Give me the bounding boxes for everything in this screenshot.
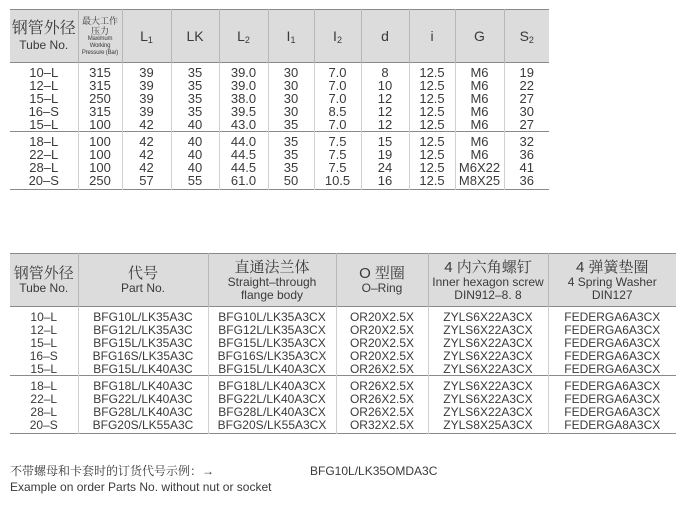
table-cell: 35 [171,105,219,118]
table-cell: 10 [361,79,409,92]
table-cell: 22–L [29,146,59,162]
header2-part-no [78,254,208,307]
table-row [10,336,676,349]
table-cell: BFG10L/LK35A3C [78,307,208,324]
table-cell: 30 [268,105,314,118]
header2-tube-cn: 钢管外径 [13,265,74,282]
table-cell: 32 [504,132,549,149]
table-cell: OR26X2.5X [336,376,428,393]
header2-screw-en2: DIN912–8. 8 [454,287,522,302]
table-cell: 12.5 [409,132,455,149]
part-numbers-header-row [10,254,676,307]
table-cell: 39 [122,105,171,118]
table-row [10,362,676,376]
header2-screw-cn: 4 内六角螺钉 [444,258,532,276]
table-cell: BFG15L/LK35A3CX [208,336,336,349]
table-cell: 27 [504,92,549,105]
table-cell: 12.5 [409,174,455,190]
table-cell: 39.0 [219,79,268,92]
table-row [10,392,676,405]
order-example-note [10,463,271,495]
table-cell: 12.5 [409,161,455,174]
table-cell: 12–L [30,322,58,337]
table-cell: 7.5 [314,161,361,174]
table-cell: 10–L [30,309,58,324]
table-cell: 40 [171,132,219,149]
table-cell: 22 [504,79,549,92]
table-cell: 12.5 [409,63,455,80]
header-d: d [361,10,409,63]
table-cell: 39.0 [219,63,268,80]
table-cell: 44.0 [219,132,268,149]
table-cell: 42 [122,161,171,174]
table-cell: 12–L [29,77,59,93]
table-cell: BFG15L/LK40A3C [78,362,208,376]
table-cell: BFG16S/LK35A3C [78,349,208,362]
table-cell: 15–L [30,361,58,376]
table-cell: 35 [268,148,314,161]
table-cell: 41 [504,161,549,174]
table-cell: 43.0 [219,118,268,132]
part-numbers-table [10,253,676,434]
table-cell: 40 [171,161,219,174]
header-pressure [78,10,122,63]
table-cell: 18–L [30,378,58,393]
header-tube-cn: 钢管外径 [11,20,76,37]
header-l2: $L_2$ [219,10,268,63]
table-cell: 15 [361,132,409,149]
table-cell: BFG12L/LK35A3CX [208,323,336,336]
header-pressure-en: Maximum Working Pressure (Bar) [81,35,119,56]
table-cell: ZYLS8X25A3CX [428,418,548,434]
table-cell: 100 [78,148,122,161]
table-row [10,418,676,434]
table-cell: 36 [504,174,549,190]
table-cell: 35 [171,79,219,92]
table-cell: 39 [122,79,171,92]
table-cell: OR20X2.5X [336,349,428,362]
table-cell: 16 [361,174,409,190]
table-cell: 12 [361,118,409,132]
table-cell: 35 [268,161,314,174]
table-cell: 15–L [29,116,59,132]
table-cell: 7.0 [314,92,361,105]
table-cell: 7.0 [314,79,361,92]
table-cell: ZYLS6X22A3CX [428,323,548,336]
header2-flange-cn: 直通法兰体 [234,258,310,276]
table-cell: 7.0 [314,118,361,132]
table-cell: 55 [171,174,219,190]
table-cell: 12.5 [409,118,455,132]
table-cell: 12.5 [409,92,455,105]
table-cell: M6 [455,118,504,132]
table-cell: 250 [78,174,122,190]
table-cell: 7.5 [314,132,361,149]
table-cell: 30 [504,105,549,118]
table-cell: M6 [455,132,504,149]
dimensions-group-2 [10,132,549,190]
table-row [10,323,676,336]
table-cell: 100 [78,118,122,132]
table-cell: 24 [361,161,409,174]
table-cell: BFG18L/LK40A3C [78,376,208,393]
header2-oring-en: O–Ring [361,281,403,295]
table-cell: FEDERGA6A3CX [548,405,676,418]
table-cell: 20–S [29,417,58,432]
table-cell: 8.5 [314,105,361,118]
table-cell: BFG28L/LK40A3CX [208,405,336,418]
header2-washer-cn: 4 弹簧垫圈 [575,258,649,276]
table-cell: 15–L [29,90,59,106]
table-cell: OR26X2.5X [336,405,428,418]
table-row [10,307,676,324]
table-row [10,118,549,132]
table-cell: 35 [171,63,219,80]
table-cell: FEDERGA8A3CX [548,418,676,434]
table-cell: ZYLS6X22A3CX [428,362,548,376]
table-cell: OR20X2.5X [336,323,428,336]
table-cell: BFG15L/LK35A3C [78,336,208,349]
part-numbers-group-1 [10,307,676,376]
order-example-code: BFG10L/LK35OMDA3C [310,464,438,478]
header2-part-en: Part No. [120,281,165,295]
table-cell: 44.5 [219,161,268,174]
table-cell: 30 [268,92,314,105]
table-cell: BFG16S/LK35A3CX [208,349,336,362]
header-pressure-cn: 最大工作压力 [81,15,118,36]
table-cell: FEDERGA6A3CX [548,392,676,405]
table-cell: 38.0 [219,92,268,105]
table-cell: 22–L [30,391,58,406]
header-i: i [409,10,455,63]
header2-tube-no [10,254,78,307]
header-g: G [455,10,504,63]
header2-washer [548,254,676,307]
table-cell: 18–L [29,133,59,149]
table-cell: ZYLS6X22A3CX [428,392,548,405]
table-cell: BFG15L/LK40A3CX [208,362,336,376]
header-s2: $S_2$ [504,10,549,63]
table-cell: 10.5 [314,174,361,190]
table-cell: BFG12L/LK35A3C [78,323,208,336]
table-row [10,63,549,80]
table-row [10,174,549,190]
table-cell: 44.5 [219,148,268,161]
table-cell: 12 [361,105,409,118]
table-cell: BFG10L/LK35A3CX [208,307,336,324]
table-cell: M6X22 [455,161,504,174]
table-cell: 39 [122,92,171,105]
dimensions-header-row [10,10,549,63]
table-cell: FEDERGA6A3CX [548,307,676,324]
table-cell: FEDERGA6A3CX [548,323,676,336]
table-cell: FEDERGA6A3CX [548,336,676,349]
table-cell: 42 [122,132,171,149]
table-cell: ZYLS6X22A3CX [428,336,548,349]
table-cell: 61.0 [219,174,268,190]
table-cell: BFG18L/LK40A3CX [208,376,336,393]
header-i1: $I_1$ [268,10,314,63]
table-cell: 315 [78,105,122,118]
header2-o-ring [336,254,428,307]
table-cell: ZYLS6X22A3CX [428,349,548,362]
table-cell: 42 [122,118,171,132]
table-cell: 30 [268,63,314,80]
table-cell: 16–S [29,348,58,363]
part-numbers-group-2 [10,376,676,434]
table-cell: 10–L [29,64,59,80]
table-cell: M6 [455,148,504,161]
table-cell: M6 [455,63,504,80]
header-l1: $L_1$ [122,10,171,63]
header-tube-no [10,10,78,63]
header2-flange-en1: Straight–through [227,274,317,289]
table-cell: 27 [504,118,549,132]
order-example-cn: 不带螺母和卡套时的订货代号示例：→ [10,464,215,478]
table-cell: 39.5 [219,105,268,118]
table-cell: M6 [455,79,504,92]
table-cell: 28–L [29,159,59,175]
table-cell: FEDERGA6A3CX [548,376,676,393]
table-cell: 12.5 [409,148,455,161]
table-cell: 36 [504,148,549,161]
table-cell: 35 [171,92,219,105]
table-cell: 35 [268,132,314,149]
table-cell: ZYLS6X22A3CX [428,307,548,324]
table-cell: BFG28L/LK40A3C [78,405,208,418]
table-cell: BFG22L/LK40A3CX [208,392,336,405]
table-cell: 315 [78,79,122,92]
table-cell: 19 [361,148,409,161]
table-cell: 16–S [28,103,59,119]
table-cell: 15–L [30,335,58,350]
table-cell: 12.5 [409,105,455,118]
header2-flange-en2: flange body [240,287,304,302]
table-cell: 100 [78,161,122,174]
table-cell: ZYLS6X22A3CX [428,405,548,418]
table-cell: M8X25 [455,174,504,190]
header2-tube-en: Tube No. [19,281,69,295]
table-cell: 19 [504,63,549,80]
header-i2: $I_2$ [314,10,361,63]
table-cell: 39 [122,63,171,80]
table-cell: 7.5 [314,148,361,161]
table-cell: OR26X2.5X [336,392,428,405]
header-tube-en: Tube No. [19,38,69,52]
table-cell: OR20X2.5X [336,307,428,324]
table-cell: 30 [268,79,314,92]
order-example-en: Example on order Parts No. without nut or socket [10,480,272,494]
header2-part-cn: 代号 [127,265,158,282]
table-cell: 8 [361,63,409,80]
table-cell: M6 [455,92,504,105]
table-cell: OR32X2.5X [336,418,428,434]
table-cell: 20–S [28,172,59,188]
table-row [10,405,676,418]
table-cell: 28–L [30,404,58,419]
header2-screw [428,254,548,307]
table-cell: ZYLS6X22A3CX [428,376,548,393]
table-cell: 42 [122,148,171,161]
table-cell: BFG20S/LK55A3C [78,418,208,434]
table-cell: OR26X2.5X [336,362,428,376]
header2-washer-en2: DIN127 [591,287,633,302]
table-cell: 12 [361,92,409,105]
table-cell: FEDERGA6A3CX [548,362,676,376]
dimensions-group-1 [10,63,549,132]
table-row [10,376,676,393]
table-cell: 12.5 [409,79,455,92]
header2-flange-body [208,254,336,307]
table-cell: M6 [455,105,504,118]
table-cell: FEDERGA6A3CX [548,349,676,362]
table-cell: 100 [78,132,122,149]
table-cell: 40 [171,148,219,161]
header-lk: LK [171,10,219,63]
dimensions-table [10,9,549,190]
table-cell: 315 [78,63,122,80]
table-cell: BFG20S/LK55A3CX [208,418,336,434]
table-row [10,349,676,362]
table-row [10,132,549,149]
table-cell: BFG22L/LK40A3C [78,392,208,405]
header2-screw-en1: Inner hexagon screw [432,274,544,289]
table-cell: 7.0 [314,63,361,80]
table-cell: 57 [122,174,171,190]
table-cell: OR20X2.5X [336,336,428,349]
table-cell: 50 [268,174,314,190]
table-cell: 35 [268,118,314,132]
header2-oring-cn: O 型圈 [359,265,405,282]
header2-washer-en1: 4 Spring Washer [567,274,657,289]
table-cell: 40 [171,118,219,132]
table-cell: 250 [78,92,122,105]
